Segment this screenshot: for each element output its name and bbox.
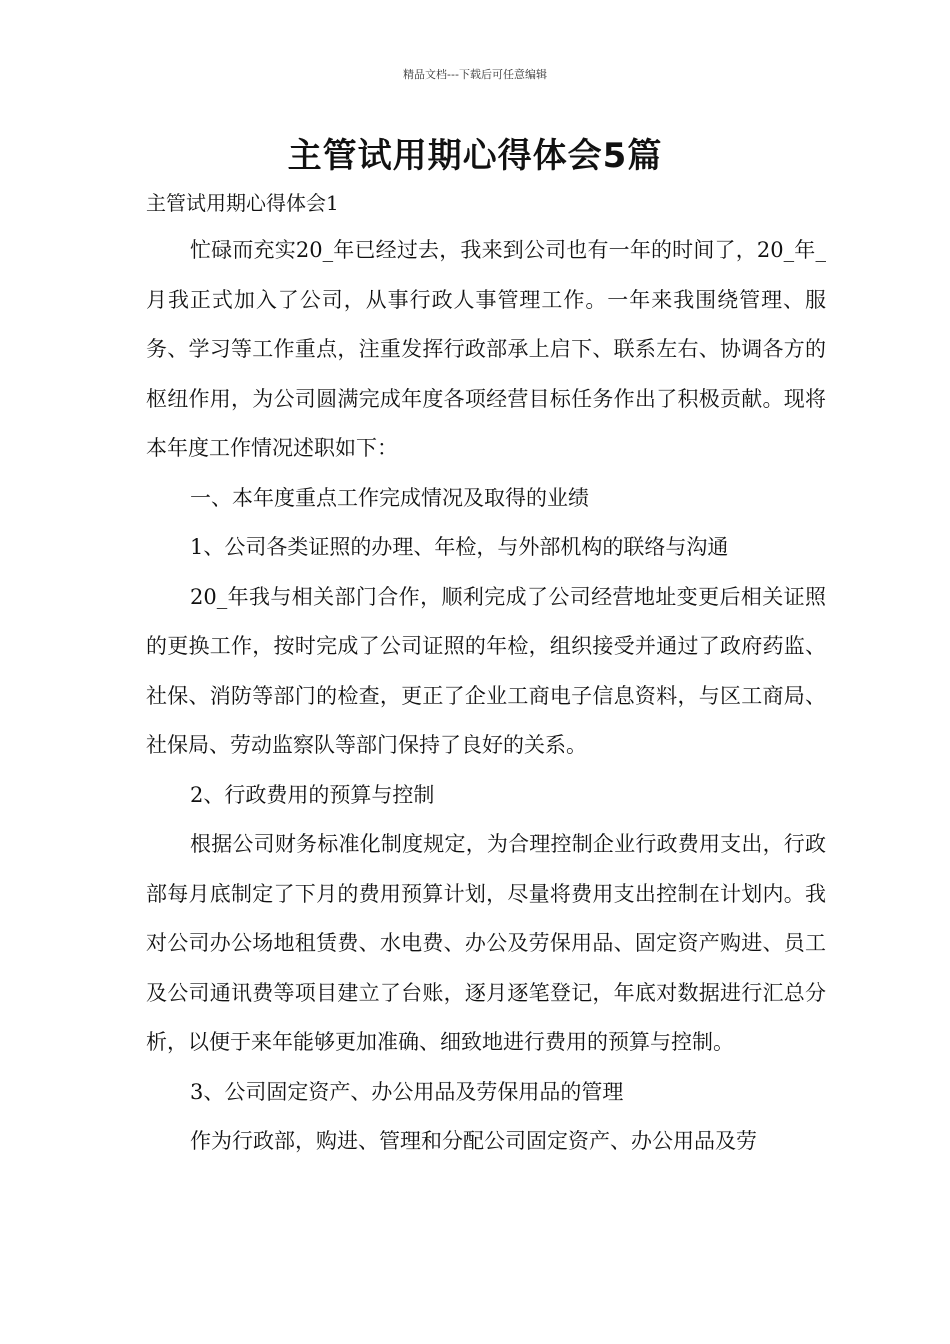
- paragraph: 作为行政部，购进、管理和分配公司固定资产、办公用品及劳: [190, 1129, 757, 1153]
- paragraph: 20_年我与相关部门合作，顺利完成了公司经营地址变更后相关证照的更换工作，按时完成了公司证照的年检，组织接受并通过了政府药监、社保、消防等部门的检查，更正了企业工商电子信息资料，与区工商局、社保局、劳动监察队等部门保持了良好的关系。: [146, 584, 826, 757]
- header-note: 精品文档---下载后可任意编辑: [403, 68, 547, 81]
- document-title: 主管试用期心得体会5篇: [287, 136, 663, 176]
- document-body: [146, 226, 826, 1167]
- section-subtitle: 主管试用期心得体会1: [146, 191, 339, 215]
- subsection-heading: 2、行政费用的预算与控制: [190, 782, 435, 807]
- subsection-heading: 1、公司各类证照的办理、年检，与外部机构的联络与沟通: [190, 535, 729, 559]
- paragraph: 根据公司财务标准化制度规定，为合理控制企业行政费用支出，行政部每月底制定了下月的费用预算计划，尽量将费用支出控制在计划内。我对公司办公场地租赁费、水电费、办公及劳保用品、固定资产购进、员工及公司通讯费等项目建立了台账，逐月逐笔登记，年底对数据进行汇总分析，以便于来年能够更加准确、细致地进行费用的预算与控制。: [146, 832, 826, 1054]
- subsection-heading: 3、公司固定资产、办公用品及劳保用品的管理: [190, 1079, 624, 1104]
- section-heading: 一、本年度重点工作完成情况及取得的业绩: [190, 485, 589, 510]
- paragraph: 忙碌而充实20_年已经过去，我来到公司也有一年的时间了，20_年_月我正式加入了公司，从事行政人事管理工作。一年来我围绕管理、服务、学习等工作重点，注重发挥行政部承上启下、联系左右、协调各方的枢纽作用，为公司圆满完成年度各项经营目标任务作出了积极贡献。现将本年度工作情况述职如下：: [146, 238, 826, 460]
